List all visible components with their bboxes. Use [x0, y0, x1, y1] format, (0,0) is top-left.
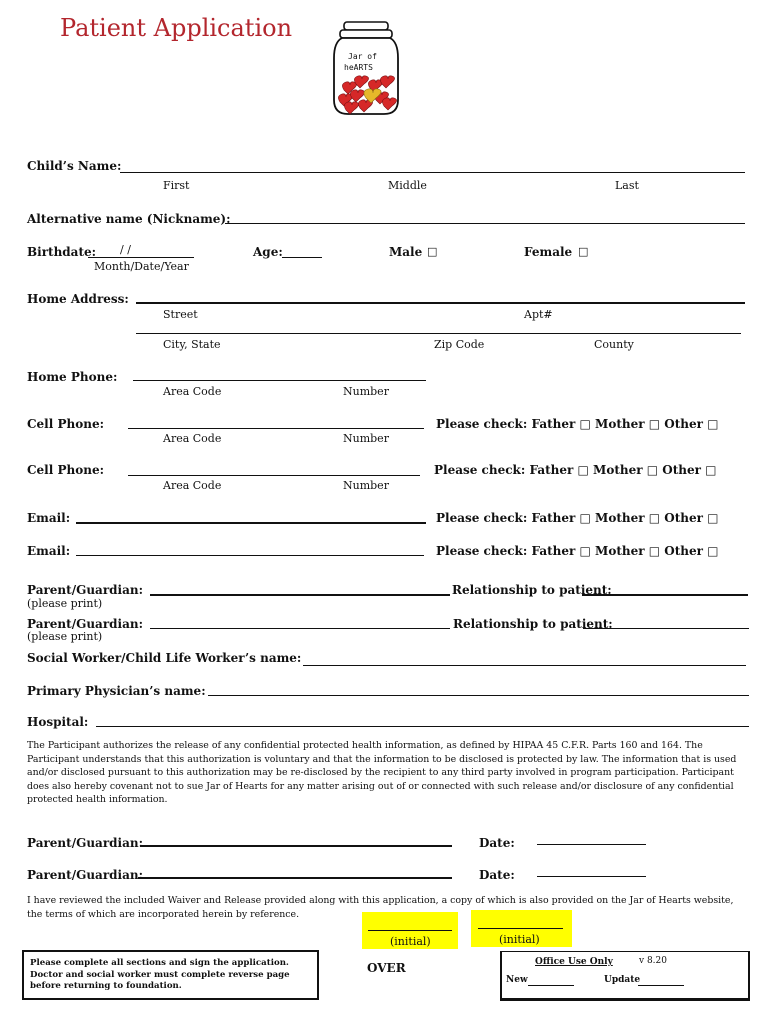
- street-field[interactable]: [136, 302, 745, 304]
- relationship-2-label: Relationship to patient:: [453, 617, 613, 631]
- date-2-field[interactable]: [537, 876, 646, 877]
- new-label: New: [506, 975, 528, 985]
- cell-1-area-code-hint: Area Code: [163, 432, 222, 445]
- check-father-label: Please check: Father: [436, 417, 576, 431]
- page-title: Patient Application: [60, 14, 293, 42]
- apt-hint: Apt#: [524, 308, 553, 321]
- date-2-label: Date:: [479, 868, 515, 882]
- logo-text-line2: heARTS: [344, 63, 373, 72]
- nickname-label: Alternative name (Nickname):: [27, 212, 231, 226]
- email-2-field[interactable]: [76, 555, 424, 556]
- date-1-field[interactable]: [537, 844, 646, 845]
- father-checkbox[interactable]: □: [579, 544, 591, 558]
- cell-phone-1-field[interactable]: [128, 428, 424, 429]
- mother-checkbox[interactable]: □: [648, 511, 661, 525]
- email-2-check-row: [436, 544, 719, 558]
- signature-guardian-2-label: Parent/Guardian:: [27, 868, 144, 882]
- initial-1-label: (initial): [390, 935, 431, 948]
- street-hint: Street: [163, 308, 198, 321]
- email-1-check-row: [436, 511, 719, 525]
- instructions-box: [22, 950, 319, 1000]
- other-label: Other: [664, 417, 703, 431]
- cell-1-check-row: [436, 417, 719, 431]
- update-field[interactable]: [638, 985, 684, 986]
- check-father-label: Please check: Father: [436, 511, 576, 525]
- hospital-field[interactable]: [96, 726, 749, 727]
- middle-name-hint: Middle: [388, 179, 427, 192]
- version-label: v 8.20: [639, 956, 667, 966]
- female-label: Female: [524, 245, 573, 259]
- guardian-2-field[interactable]: [150, 628, 450, 629]
- home-phone-field[interactable]: [133, 380, 426, 381]
- social-worker-field[interactable]: [303, 665, 746, 666]
- signature-guardian-1-label: Parent/Guardian:: [27, 836, 144, 850]
- email-1-label: Email:: [27, 511, 71, 525]
- mother-label: Mother: [595, 544, 645, 558]
- first-name-hint: First: [163, 179, 190, 192]
- home-number-hint: Number: [343, 385, 389, 398]
- new-field[interactable]: [528, 985, 574, 986]
- other-checkbox[interactable]: □: [707, 544, 719, 558]
- birthdate-field[interactable]: [88, 257, 194, 258]
- child-name-label: Child’s Name:: [27, 159, 122, 173]
- guardian-2-print-hint: (please print): [27, 630, 103, 643]
- county-hint: County: [594, 338, 634, 351]
- email-1-field[interactable]: [76, 522, 426, 524]
- birthdate-hint: Month/Date/Year: [94, 260, 189, 273]
- social-worker-label: Social Worker/Child Life Worker’s name:: [27, 651, 302, 665]
- initial-1-line: [368, 930, 452, 931]
- nickname-field[interactable]: [225, 223, 745, 224]
- last-name-hint: Last: [615, 179, 639, 192]
- guardian-2-label: Parent/Guardian:: [27, 617, 144, 631]
- cell-phone-2-label: Cell Phone:: [27, 463, 105, 477]
- zip-hint: Zip Code: [434, 338, 485, 351]
- father-checkbox[interactable]: □: [579, 511, 591, 525]
- age-label: Age:: [253, 245, 283, 259]
- cell-1-number-hint: Number: [343, 432, 389, 445]
- cell-2-area-code-hint: Area Code: [163, 479, 222, 492]
- guardian-1-print-hint: (please print): [27, 597, 103, 610]
- child-name-field[interactable]: [120, 172, 745, 173]
- other-label: Other: [662, 463, 701, 477]
- relationship-1-field[interactable]: [582, 594, 748, 596]
- female-checkbox[interactable]: □: [578, 245, 589, 258]
- authorization-text: The Participant authorizes the release of any confidential protected health information, as defined by HIPAA 45 C.F.R. Parts 160 and 164. The Participant understands that this authorization is voluntary and that the information to be disclosed is protected by law. The information that is used and/or disclosed pursuant to this authorization may be re-disclosed by the recipient to any third party involved in program participation. Participant does also hereby covenant not to sue Jar of Hearts for any matter arising out of or connected with such release and/or disclosure of any confidential protected health information.: [27, 740, 737, 806]
- initial-2-label: (initial): [499, 933, 540, 946]
- cell-phone-2-field[interactable]: [128, 475, 420, 476]
- mother-label: Mother: [595, 511, 645, 525]
- waiver-text: I have reviewed the included Waiver and Release provided along with this application, a copy of which is also provided on the Jar of Hearts website, the terms of which are incorporated herein by reference.: [27, 895, 734, 920]
- email-2-label: Email:: [27, 544, 71, 558]
- city-state-hint: City, State: [163, 338, 221, 351]
- signature-guardian-1-field[interactable]: [140, 845, 452, 847]
- check-father-label: Please check: Father: [434, 463, 574, 477]
- guardian-1-field[interactable]: [150, 594, 450, 596]
- relationship-2-field[interactable]: [583, 628, 749, 629]
- home-address-label: Home Address:: [27, 292, 129, 306]
- other-checkbox[interactable]: □: [705, 463, 717, 477]
- mother-label: Mother: [595, 417, 645, 431]
- other-label: Other: [664, 544, 703, 558]
- cell-2-check-row: [434, 463, 717, 477]
- date-1-label: Date:: [479, 836, 515, 850]
- update-label: Update: [604, 975, 641, 985]
- office-use-label: Office Use Only: [535, 957, 613, 967]
- physician-label: Primary Physician’s name:: [27, 684, 206, 698]
- mother-checkbox[interactable]: □: [648, 417, 661, 431]
- hospital-label: Hospital:: [27, 715, 89, 729]
- cell-2-number-hint: Number: [343, 479, 389, 492]
- home-phone-label: Home Phone:: [27, 370, 118, 384]
- over-label: OVER: [367, 961, 406, 975]
- physician-field[interactable]: [208, 695, 749, 696]
- check-father-label: Please check: Father: [436, 544, 576, 558]
- instructions-text: Please complete all sections and sign the application. Doctor and social worker must complete reverse page before returning to foundation.: [30, 958, 290, 991]
- other-checkbox[interactable]: □: [707, 511, 719, 525]
- male-label: Male: [389, 245, 423, 259]
- birthdate-slashes: / /: [120, 243, 131, 256]
- age-field[interactable]: [282, 257, 322, 258]
- male-checkbox[interactable]: □: [427, 245, 438, 258]
- logo-text-line1: Jar of: [348, 52, 377, 61]
- father-checkbox[interactable]: □: [579, 417, 591, 431]
- office-use-box: [500, 951, 750, 1001]
- mother-checkbox[interactable]: □: [646, 463, 659, 477]
- father-checkbox[interactable]: □: [577, 463, 589, 477]
- mother-label: Mother: [593, 463, 643, 477]
- other-label: Other: [664, 511, 703, 525]
- mother-checkbox[interactable]: □: [648, 544, 661, 558]
- other-checkbox[interactable]: □: [707, 417, 719, 431]
- cell-phone-1-label: Cell Phone:: [27, 417, 105, 431]
- jar-of-hearts-logo: [330, 18, 402, 118]
- city-state-field[interactable]: [136, 333, 741, 334]
- signature-guardian-2-field[interactable]: [138, 877, 452, 879]
- initial-2-line: [478, 928, 563, 929]
- guardian-1-label: Parent/Guardian:: [27, 583, 144, 597]
- home-area-code-hint: Area Code: [163, 385, 222, 398]
- birthdate-label: Birthdate:: [27, 245, 97, 259]
- relationship-1-label: Relationship to patient:: [452, 583, 612, 597]
